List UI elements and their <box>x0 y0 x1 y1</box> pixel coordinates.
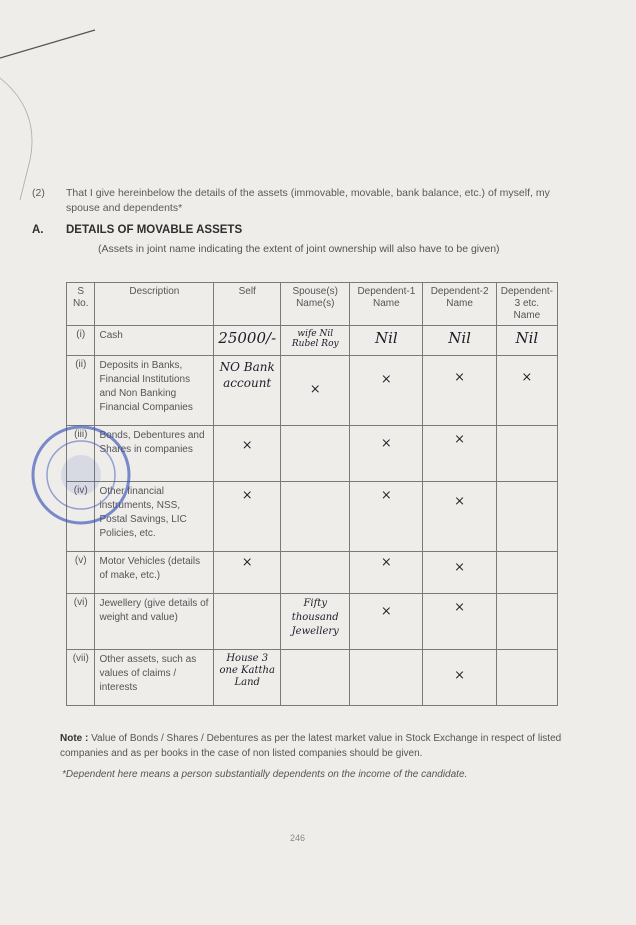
dependent-3-value <box>496 650 557 706</box>
dependent-3-value: × <box>496 356 557 426</box>
spouse-value <box>281 482 350 552</box>
paragraph-number: (2) <box>32 187 45 199</box>
header-dependent-3: Dependent-3 etc. Name <box>496 283 557 326</box>
self-value: × <box>214 552 281 594</box>
table-row <box>67 356 558 426</box>
self-value: House 3 one Kattha Land <box>214 650 281 706</box>
dependent-1-value <box>350 650 423 706</box>
table-header-row <box>67 283 558 326</box>
section-title: DETAILS OF MOVABLE ASSETS <box>66 224 243 236</box>
table-row <box>67 594 558 650</box>
note-label: Note : <box>60 733 89 744</box>
section-heading <box>32 224 243 236</box>
dependent-1-value: × <box>350 356 423 426</box>
header-spouse: Spouse(s) Name(s) <box>281 283 350 326</box>
table-row <box>67 552 558 594</box>
spouse-value: wife Nil Rubel Roy <box>281 326 350 356</box>
section-letter: A. <box>32 224 44 236</box>
dependent-2-value: × <box>423 482 496 552</box>
dependent-2-value: × <box>423 356 496 426</box>
dependent-3-value <box>496 594 557 650</box>
paragraph-text: That I give hereinbelow the details of the assets (immovable, movable, bank balance, etc.) of myself, my spouse and dependents* <box>66 187 550 214</box>
dependent-3-value: Nil <box>496 326 557 356</box>
self-value: NO Bank account <box>214 356 281 426</box>
self-value: × <box>214 426 281 482</box>
row-sno: (i) <box>67 326 95 356</box>
self-value: × <box>214 482 281 552</box>
dependent-1-value: × <box>350 482 423 552</box>
row-sno: (vi) <box>67 594 95 650</box>
footnote: *Dependent here means a person substantially dependents on the income of the candidate. <box>62 769 468 780</box>
dependent-3-value <box>496 482 557 552</box>
table-row <box>67 326 558 356</box>
row-sno: (iii) <box>67 426 95 482</box>
header-dependent-2: Dependent-2 Name <box>423 283 496 326</box>
row-description: Jewellery (give details of weight and value) <box>95 594 214 650</box>
page-number: 246 <box>290 833 306 843</box>
row-sno: (iv) <box>67 482 95 552</box>
dependent-2-value: × <box>423 426 496 482</box>
dependent-2-value: × <box>423 650 496 706</box>
header-self: Self <box>214 283 281 326</box>
spouse-value <box>281 426 350 482</box>
table-row <box>67 650 558 706</box>
row-sno: (v) <box>67 552 95 594</box>
self-value <box>214 594 281 650</box>
row-description: Other financial instruments, NSS, Postal Savings, LIC Policies, etc. <box>95 482 214 552</box>
row-sno: (vii) <box>67 650 95 706</box>
section-subtitle: (Assets in joint name indicating the extent of joint ownership will also have to be given) <box>98 243 500 255</box>
table-row <box>67 482 558 552</box>
row-description: Motor Vehicles (details of make, etc.) <box>95 552 214 594</box>
self-value: 25000/- <box>214 326 281 356</box>
dependent-3-value <box>496 552 557 594</box>
table-row <box>67 426 558 482</box>
dependent-1-value: × <box>350 594 423 650</box>
header-description: Description <box>95 283 214 326</box>
header-dependent-1: Dependent-1 Name <box>350 283 423 326</box>
spouse-value: × <box>281 356 350 426</box>
official-seal-stamp <box>26 420 136 530</box>
dependent-1-value: Nil <box>350 326 423 356</box>
row-description: Bonds, Debentures and Shares in companies <box>95 426 214 482</box>
row-sno: (ii) <box>67 356 95 426</box>
movable-assets-table <box>66 282 558 706</box>
dependent-2-value: × <box>423 552 496 594</box>
intro-paragraph <box>32 186 586 216</box>
row-description: Other assets, such as values of claims / interests <box>95 650 214 706</box>
dependent-2-value: × <box>423 594 496 650</box>
note-text: Value of Bonds / Shares / Debentures as per the latest market value in Stock Exchange in respect of listed companies and as per books in the case of non listed companies should be given. <box>60 733 562 759</box>
dependent-2-value: Nil <box>423 326 496 356</box>
spouse-value <box>281 650 350 706</box>
row-description: Cash <box>95 326 214 356</box>
dependent-3-value <box>496 426 557 482</box>
spouse-value: Fifty thousand Jewellery <box>281 594 350 650</box>
spouse-value <box>281 552 350 594</box>
page-fold-mark <box>0 0 110 200</box>
dependent-1-value: × <box>350 552 423 594</box>
dependent-1-value: × <box>350 426 423 482</box>
note-block <box>60 731 580 761</box>
row-description: Deposits in Banks, Financial Institutions and Non Banking Financial Companies <box>95 356 214 426</box>
header-sno: S No. <box>67 283 95 326</box>
